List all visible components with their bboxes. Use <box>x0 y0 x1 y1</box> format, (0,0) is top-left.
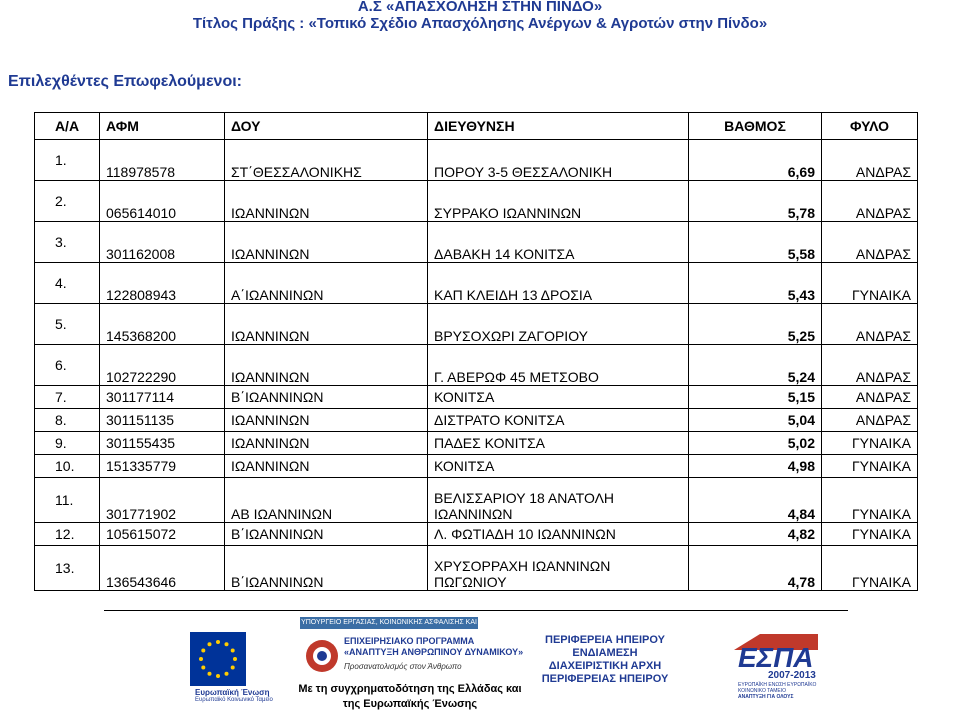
beneficiaries-table <box>34 112 918 591</box>
doy-cell: ΙΩΑΝΝΙΝΩΝ <box>225 181 428 222</box>
score-cell: 4,78 <box>689 546 822 591</box>
eu-label-text: Ευρωπαϊκή Ένωση <box>195 688 270 697</box>
region-line4: ΠΕΡΙΦΕΡΕΙΑΣ ΗΠΕΙΡΟΥ <box>541 673 669 685</box>
op-tagline: Προσανατολισμός στον Άνθρωπο <box>344 662 462 671</box>
region-line1: ΠΕΡΙΦΕΡΕΙΑ ΗΠΕΙΡΟΥ <box>545 634 665 646</box>
address-cell: Λ. ΦΩΤΙΑΔΗ 10 ΙΩΑΝΝΙΝΩΝ <box>428 523 689 546</box>
doy-cell: Β΄ΙΩΑΝΝΙΝΩΝ <box>225 386 428 409</box>
afm-cell: 136543646 <box>100 546 225 591</box>
table-row <box>35 263 918 304</box>
row-number: 1. <box>35 140 100 181</box>
score-cell: 5,04 <box>689 409 822 432</box>
gender-cell: ΑΝΔΡΑΣ <box>822 140 918 181</box>
score-cell: 5,78 <box>689 181 822 222</box>
afm-cell: 145368200 <box>100 304 225 345</box>
doy-cell: ΙΩΑΝΝΙΝΩΝ <box>225 222 428 263</box>
table-row <box>35 546 918 591</box>
table-row <box>35 140 918 181</box>
row-number: 11. <box>35 478 100 523</box>
gender-cell: ΓΥΝΑΙΚΑ <box>822 478 918 523</box>
eu-flag-logo <box>190 632 246 686</box>
doy-cell: Α΄ΙΩΑΝΝΙΝΩΝ <box>225 263 428 304</box>
row-number: 10. <box>35 455 100 478</box>
espa-slogan <box>738 682 828 700</box>
doy-cell: ΣΤ΄ΘΕΣΣΑΛΟΝΙΚΗΣ <box>225 140 428 181</box>
gender-cell: ΑΝΔΡΑΣ <box>822 409 918 432</box>
score-cell: 5,25 <box>689 304 822 345</box>
afm-cell: 151335779 <box>100 455 225 478</box>
score-cell: 5,24 <box>689 345 822 386</box>
afm-cell: 105615072 <box>100 523 225 546</box>
cofund-line1: Με τη συγχρηματοδότηση της Ελλάδας και <box>298 683 522 695</box>
score-cell: 5,58 <box>689 222 822 263</box>
table-row <box>35 409 918 432</box>
gender-cell: ΓΥΝΑΙΚΑ <box>822 455 918 478</box>
op-emblem-icon <box>304 636 340 676</box>
doy-cell: ΙΩΑΝΝΙΝΩΝ <box>225 432 428 455</box>
table-row <box>35 222 918 263</box>
doy-cell: ΑΒ ΙΩΑΝΝΙΝΩΝ <box>225 478 428 523</box>
table-body <box>35 140 918 591</box>
table-row <box>35 304 918 345</box>
score-cell: 4,84 <box>689 478 822 523</box>
col-afm: ΑΦΜ <box>100 113 225 140</box>
row-number: 3. <box>35 222 100 263</box>
afm-cell: 301151135 <box>100 409 225 432</box>
espa-years: 2007-2013 <box>768 670 816 681</box>
address-cell: ΔΙΣΤΡΑΤΟ ΚΟΝΙΤΣΑ <box>428 409 689 432</box>
col-doy: ΔΟΥ <box>225 113 428 140</box>
afm-cell: 301771902 <box>100 478 225 523</box>
address-cell: ΣΥΡΡΑΚΟ ΙΩΑΝΝΙΝΩΝ <box>428 181 689 222</box>
gender-cell: ΑΝΔΡΑΣ <box>822 304 918 345</box>
table-row <box>35 386 918 409</box>
gender-cell: ΑΝΔΡΑΣ <box>822 181 918 222</box>
gender-cell: ΑΝΔΡΑΣ <box>822 222 918 263</box>
table-row <box>35 345 918 386</box>
cofund-line2: της Ευρωπαϊκής Ένωσης <box>342 698 478 710</box>
row-number: 13. <box>35 546 100 591</box>
col-score: ΒΑΘΜΟΣ <box>689 113 822 140</box>
doy-cell: ΙΩΑΝΝΙΝΩΝ <box>225 455 428 478</box>
project-title: Τίτλος Πράξης : «Τοπικό Σχέδιο Απασχόλησης Ανέργων & Αγροτών στην Πίνδο» <box>192 15 768 32</box>
row-number: 4. <box>35 263 100 304</box>
address-cell: ΠΑΔΕΣ ΚΟΝΙΤΣΑ <box>428 432 689 455</box>
afm-cell: 118978578 <box>100 140 225 181</box>
cofunding-statement <box>290 682 530 712</box>
eu-label <box>195 688 273 703</box>
col-gender: ΦΥΛΟ <box>822 113 918 140</box>
score-cell: 6,69 <box>689 140 822 181</box>
gender-cell: ΑΝΔΡΑΣ <box>822 345 918 386</box>
address-cell: ΔΑΒΑΚΗ 14 ΚΟΝΙΤΣΑ <box>428 222 689 263</box>
address-cell: ΚΑΠ ΚΛΕΙΔΗ 13 ΔΡΟΣΙΑ <box>428 263 689 304</box>
gender-cell: ΓΥΝΑΙΚΑ <box>822 546 918 591</box>
score-cell: 5,15 <box>689 386 822 409</box>
managing-authority <box>530 634 680 686</box>
address-cell: Γ. ΑΒΕΡΩΦ 45 ΜΕΤΣΟΒΟ <box>428 345 689 386</box>
address-cell: ΚΟΝΙΤΣΑ <box>428 386 689 409</box>
afm-cell: 122808943 <box>100 263 225 304</box>
doy-cell: ΙΩΑΝΝΙΝΩΝ <box>225 345 428 386</box>
table-row <box>35 432 918 455</box>
table-row <box>35 478 918 523</box>
document-title: Α.Σ «ΑΠΑΣΧΟΛΗΣΗ ΣΤΗΝ ΠΙΝΔΟ» <box>357 0 603 15</box>
afm-cell: 301177114 <box>100 386 225 409</box>
espa-slogan-line2: ΑΝΑΠΤΥΞΗ ΓΙΑ ΟΛΟΥΣ <box>738 694 794 700</box>
row-number: 6. <box>35 345 100 386</box>
afm-cell: 301155435 <box>100 432 225 455</box>
address-cell: ΒΕΛΙΣΣΑΡΙΟΥ 18 ΑΝΑΤΟΛΗ ΙΩΑΝΝΙΝΩΝ <box>428 478 689 523</box>
table-row <box>35 523 918 546</box>
espa-slogan-line1: ΕΥΡΩΠΑΪΚΗ ΕΝΩΣΗ ΕΥΡΩΠΑΪΚΟ ΚΟΙΝΩΝΙΚΟ ΤΑΜΕΙΟ <box>738 682 817 694</box>
espa-title: ΕΣΠΑ <box>738 642 814 673</box>
address-cell: ΚΟΝΙΤΣΑ <box>428 455 689 478</box>
afm-cell: 102722290 <box>100 345 225 386</box>
op-title-line1: ΕΠΙΧΕΙΡΗΣΙΑΚΟ ΠΡΟΓΡΑΜΜΑ <box>344 636 475 646</box>
col-aa: Α/Α <box>35 113 100 140</box>
row-number: 8. <box>35 409 100 432</box>
doy-cell: ΙΩΑΝΝΙΝΩΝ <box>225 409 428 432</box>
eu-stars-icon <box>190 632 246 686</box>
address-cell: ΧΡΥΣΟΡΡΑΧΗ ΙΩΑΝΝΙΝΩΝ ΠΩΓΩΝΙΟΥ <box>428 546 689 591</box>
table-row <box>35 455 918 478</box>
region-line2: ΕΝΔΙΑΜΕΣΗ <box>572 647 638 659</box>
footer-logos <box>0 612 960 709</box>
score-cell: 4,98 <box>689 455 822 478</box>
row-number: 2. <box>35 181 100 222</box>
gender-cell: ΓΥΝΑΙΚΑ <box>822 432 918 455</box>
address-cell: ΒΡΥΣΟΧΩΡΙ ΖΑΓΟΡΙΟΥ <box>428 304 689 345</box>
eu-fund-text: Ευρωπαϊκό Κοινωνικό Ταμείο <box>195 697 273 703</box>
row-number: 5. <box>35 304 100 345</box>
afm-cell: 065614010 <box>100 181 225 222</box>
table-row <box>35 181 918 222</box>
op-title <box>344 636 523 658</box>
col-address: ΔΙΕΥΘΥΝΣΗ <box>428 113 689 140</box>
doy-cell: Β΄ΙΩΑΝΝΙΝΩΝ <box>225 546 428 591</box>
afm-cell: 301162008 <box>100 222 225 263</box>
gender-cell: ΑΝΔΡΑΣ <box>822 386 918 409</box>
region-line3: ΔΙΑΧΕΙΡΙΣΤΙΚΗ ΑΡΧΗ <box>548 660 662 672</box>
gender-cell: ΓΥΝΑΙΚΑ <box>822 263 918 304</box>
score-cell: 5,02 <box>689 432 822 455</box>
score-cell: 5,43 <box>689 263 822 304</box>
gender-cell: ΓΥΝΑΙΚΑ <box>822 523 918 546</box>
footer-divider <box>104 610 848 611</box>
score-cell: 4,82 <box>689 523 822 546</box>
doy-cell: Β΄ΙΩΑΝΝΙΝΩΝ <box>225 523 428 546</box>
section-title: Επιλεχθέντες Επωφελούμενοι: <box>8 73 242 90</box>
row-number: 9. <box>35 432 100 455</box>
address-cell: ΠΟΡΟΥ 3-5 ΘΕΣΣΑΛΟΝΙΚΗ <box>428 140 689 181</box>
doy-cell: ΙΩΑΝΝΙΝΩΝ <box>225 304 428 345</box>
ministry-banner: ΥΠΟΥΡΓΕΙΟ ΕΡΓΑΣΙΑΣ, ΚΟΙΝΩΝΙΚΗΣ ΑΣΦΑΛΙΣΗΣ ΚΑΙ ΠΡΟΝΟΙΑΣ <box>301 619 477 638</box>
op-title-line2: «ΑΝΑΠΤΥΞΗ ΑΝΘΡΩΠΙΝΟΥ ΔΥΝΑΜΙΚΟΥ» <box>344 647 524 657</box>
row-number: 12. <box>35 523 100 546</box>
row-number: 7. <box>35 386 100 409</box>
table-header-row <box>35 113 918 140</box>
